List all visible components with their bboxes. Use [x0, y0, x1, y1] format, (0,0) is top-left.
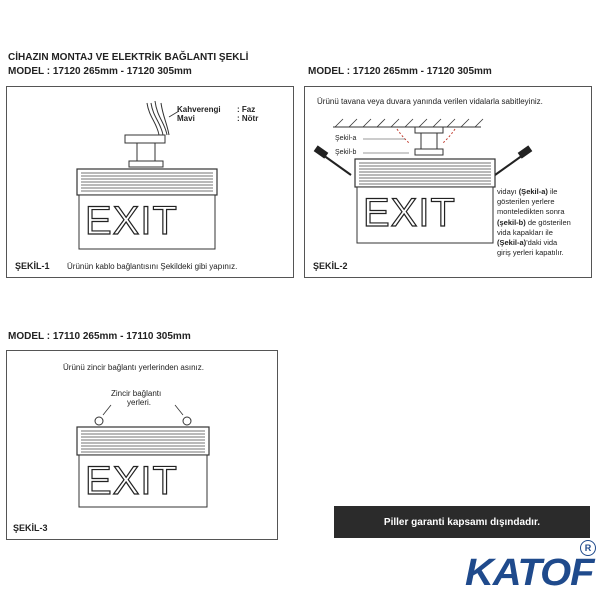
label-sekil-a: Şekil-a — [335, 135, 357, 142]
figure-2-label: ŞEKİL-2 — [313, 261, 348, 271]
label-sekil-b: Şekil-b — [335, 149, 357, 156]
wire-blue-label: Mavi — [177, 114, 195, 123]
model-label-1: MODEL : 17120 265mm - 17120 305mm — [8, 66, 192, 77]
exit-sign-3: EXIT — [85, 459, 178, 503]
model-label-3: MODEL : 17110 265mm - 17110 305mm — [8, 331, 191, 342]
chain-label-1: Zincir bağlantı — [111, 389, 162, 398]
wire-phase-label: : Faz — [237, 105, 256, 114]
side-text-line: (Şekil-a)'daki vida — [497, 238, 558, 248]
figure-2-panel — [304, 86, 592, 278]
figure-3-instruction: Ürünü zincir bağlantı yerlerinden asınız. — [63, 363, 204, 372]
figure-1-label: ŞEKİL-1 — [15, 261, 50, 271]
figure-1-caption: Ürünün kablo bağlantısını Şekildeki gibi yapınız. — [67, 262, 238, 271]
figure-3-label: ŞEKİL-3 — [13, 523, 48, 533]
chain-label-2: yerleri. — [127, 398, 152, 407]
figure-2-instruction: Ürünü tavana veya duvara yanında verilen vidalarla sabitleyiniz. — [317, 97, 543, 106]
katof-logo: KATOF — [464, 552, 594, 594]
page-title: CİHAZIN MONTAJ VE ELEKTRİK BAĞLANTI ŞEKLİ — [8, 52, 249, 63]
figure-1-panel — [6, 86, 294, 278]
side-text-line: giriş yerleri kapatılır. — [497, 248, 564, 258]
side-text-line: (şekil-b) de gösterilen — [497, 217, 571, 227]
exit-sign-2: EXIT — [363, 191, 456, 235]
figure-3-panel — [6, 350, 278, 540]
registered-mark: R — [580, 540, 596, 556]
wire-brown-label: Kahverengi — [177, 105, 221, 114]
model-label-2: MODEL : 17120 265mm - 17120 305mm — [308, 66, 492, 77]
wire-neutral-label: : Nötr — [237, 114, 259, 123]
side-text-line: gösterilen yerlere — [497, 197, 555, 207]
figure-3-drawing — [7, 351, 279, 541]
side-text-line: vidayı (Şekil-a) ile — [497, 187, 558, 196]
side-text-line: monteledikten sonra — [497, 207, 565, 217]
battery-warranty-notice: Piller garanti kapsamı dışındadır. — [334, 506, 590, 538]
exit-sign-1: EXIT — [85, 199, 178, 243]
figure-2-side-text — [497, 187, 585, 258]
side-text-line: vida kapakları ile — [497, 227, 553, 237]
